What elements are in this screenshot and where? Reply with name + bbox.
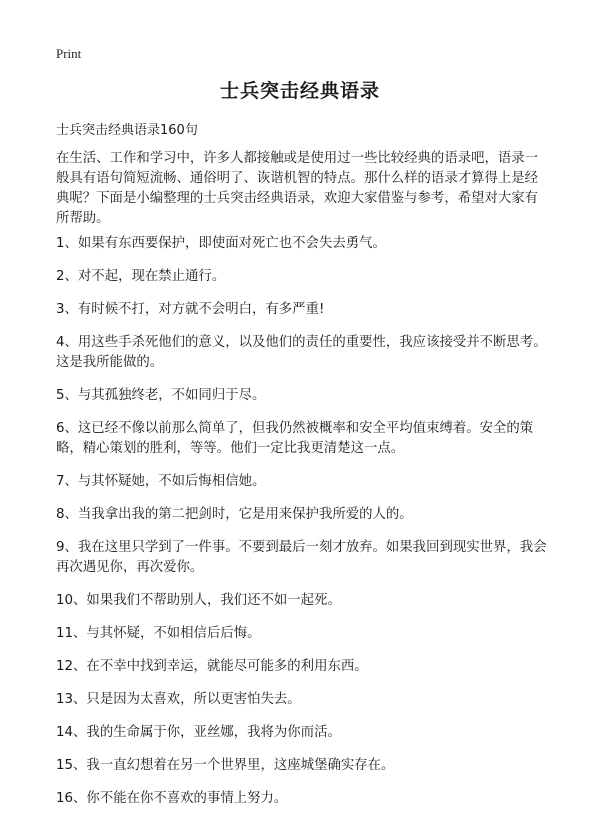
quote-item-9: 9、我在这里只学到了一件事。不要到最后一刻才放弃。如果我回到现实世界，我会再次遇见你，再次爱你。 [56,540,547,575]
quote-item-3: 3、有时候不打，对方就不会明白，有多严重! [56,302,325,317]
quote-item-12: 12、在不幸中找到幸运，就能尽可能多的利用东西。 [56,659,368,674]
quote-item-13: 13、只是因为太喜欢，所以更害怕失去。 [56,692,301,707]
quote-item-5: 5、与其孤独终老，不如同归于尽。 [56,388,266,403]
document-subtitle: 士兵突击经典语录160句 [56,123,198,138]
quote-list [56,234,548,822]
quote-item-6: 6、这已经不像以前那么简单了，但我仍然被概率和安全平均值束缚着。安全的策略，精心策划的胜利，等等。他们一定比我更清楚这一点。 [56,421,534,456]
intro-paragraph: 在生活、工作和学习中，许多人都接触或是使用过一些比较经典的语录吧，语录一般具有语句简短流畅、通俗明了、诙谐机智的特点。那什么样的语录才算得上是经典呢？下面是小编整理的士兵突击经典语录，欢迎大家借鉴与参考，希望对大家有所帮助。 [56,151,539,226]
quote-item-2: 2、对不起，现在禁止通行。 [56,269,226,284]
print-link[interactable]: Print [56,46,82,61]
quote-item-7: 7、与其怀疑她，不如后悔相信她。 [56,474,266,489]
page-title: 士兵突击经典语录 [219,80,380,102]
quote-item-8: 8、当我拿出我的第二把剑时，它是用来保护我所爱的人的。 [56,507,413,522]
quote-item-10: 10、如果我们不帮助别人，我们还不如一起死。 [56,593,341,608]
quote-item-14: 14、我的生命属于你，亚丝娜，我将为你而活。 [56,725,341,740]
quote-item-11: 11、与其怀疑，不如相信后后悔。 [56,626,261,641]
quote-item-4: 4、用这些手杀死他们的意义，以及他们的责任的重要性，我应该接受并不断思考。这是我所能做的。 [56,335,547,370]
quote-item-15: 15、我一直幻想着在另一个世界里，这座城堡确实存在。 [56,758,395,773]
quote-item-1: 1、如果有东西要保护，即使面对死亡也不会失去勇气。 [56,236,386,251]
quote-item-16: 16、你不能在你不喜欢的事情上努力。 [56,791,288,806]
